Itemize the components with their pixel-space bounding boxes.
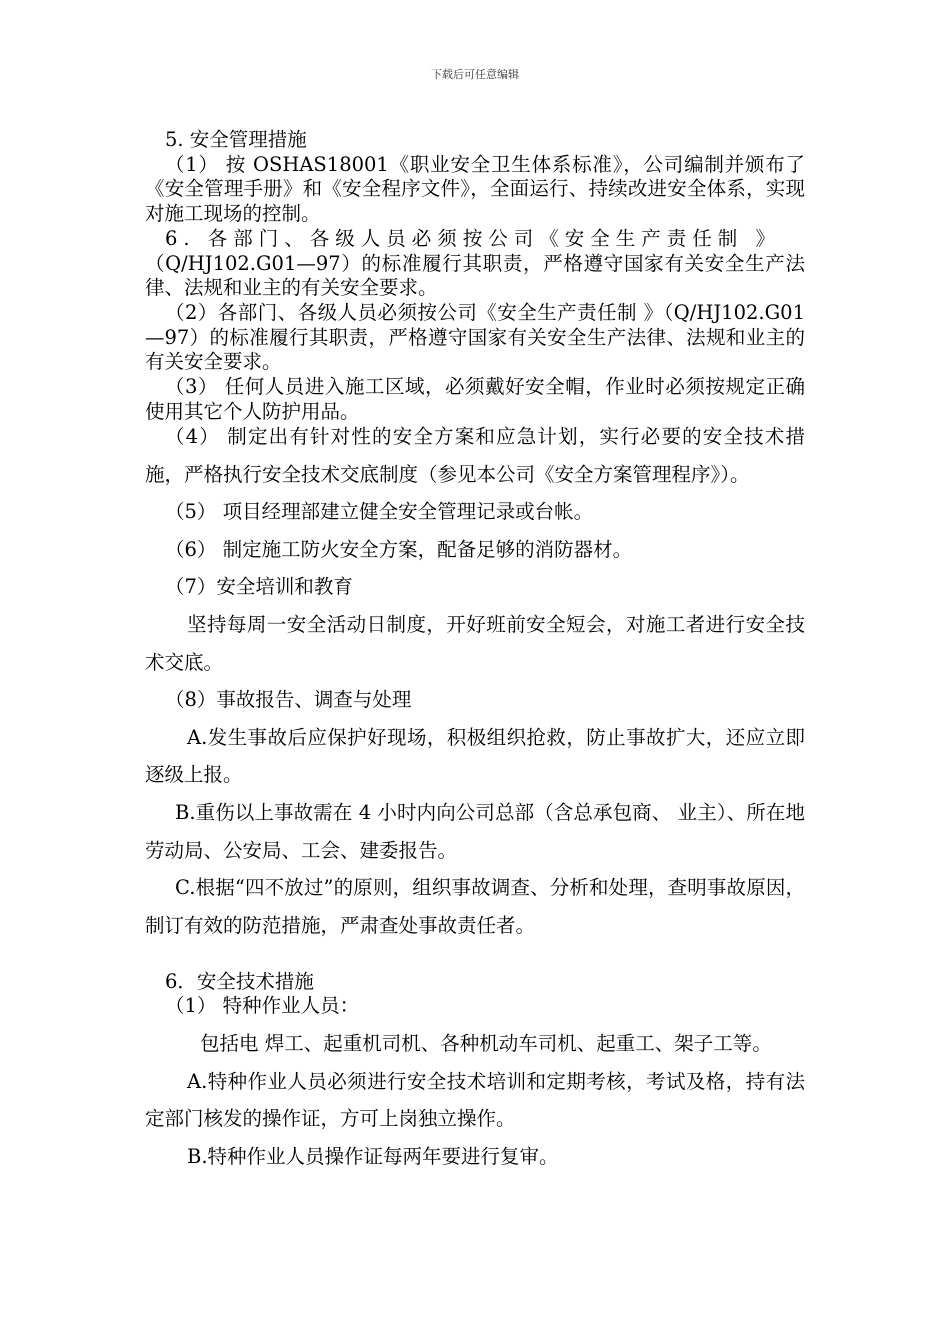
page-header: 下载后可任意编辑 xyxy=(431,68,519,81)
paragraph-5-8-b: B.重伤以上事故需在 4 小时内向公司总部（含总承包商、 业主）、所在地劳动局、公安局、工会、建委报告。 xyxy=(145,800,805,862)
section-5-top xyxy=(145,128,805,424)
paragraph-duplicate-heading: 6. 各部门、各级人员必须按公司《安全生产责任制 》 xyxy=(165,226,782,250)
paragraph-5-5: （5） 项目经理部建立健全安全管理记录或台帐。 xyxy=(165,500,594,524)
paragraph-5-4: （4） 制定出有针对性的安全方案和应急计划，实行必要的安全技术措施，严格执行安全技术交底制度（参见本公司《安全方案管理程序》）。 xyxy=(145,425,805,486)
paragraph-6-1-b: B.特种作业人员操作证每两年要进行复审。 xyxy=(187,1144,559,1168)
section-5-bottom xyxy=(145,418,805,944)
paragraph-5-8-a: A.发生事故后应保护好现场，积极组织抢救，防止事故扩大，还应立即逐级上报。 xyxy=(145,725,805,787)
section-6-top xyxy=(145,970,805,1018)
paragraph-6-1-a: A.特种作业人员必须进行安全技术培训和定期考核，考试及格，持有法定部门核发的操作证，方可上岗独立操作。 xyxy=(145,1069,805,1130)
section-5-title: 5. 安全管理措施 xyxy=(165,128,307,151)
paragraph-6-1-body: 包括电 焊工、起重机司机、各种机动车司机、起重工、架子工等。 xyxy=(200,1032,772,1055)
paragraph-5-8-c: C.根据“四不放过”的原则，组织事故调查、分析和处理，查明事故原因，制订有效的防范措施，严肃查处事故责任者。 xyxy=(145,876,805,937)
paragraph-5-2: （2）各部门、各级人员必须按公司《安全生产责任制 》（Q/HJ102.G01—97）的标准履行其职责，严格遵守国家有关安全生产法律、法规和业主的有关安全要求。 xyxy=(145,300,805,374)
section-6-bottom xyxy=(145,1025,805,1175)
paragraph-5-7-body: 坚持每周一安全活动日制度，开好班前安全短会，对施工者进行安全技术交底。 xyxy=(145,612,805,674)
paragraph-5-7-heading: （7）安全培训和教育 xyxy=(165,575,353,599)
paragraph-5-8-heading: （8）事故报告、调查与处理 xyxy=(165,688,412,712)
paragraph-5-1: （1） 按 OSHAS18001《职业安全卫生体系标准》，公司编制并颁布了《安全管理手册》和《安全程序文件》，全面运行、持续改进安全体系，实现对施工现场的控制。 xyxy=(145,152,805,226)
paragraph-6-1-heading: （1） 特种作业人员： xyxy=(165,994,360,1017)
paragraph-duplicate-body: （Q/HJ102.G01—97）的标准履行其职责，严格遵守国家有关安全生产法律、法规和业主的有关安全要求。 xyxy=(145,251,805,300)
paragraph-5-3: （3） 任何人员进入施工区域，必须戴好安全帽，作业时必须按规定正确使用其它个人防护用品。 xyxy=(145,375,805,423)
paragraph-5-6: （6） 制定施工防火安全方案，配备足够的消防器材。 xyxy=(165,537,633,561)
section-6-title: 6．安全技术措施 xyxy=(165,970,314,993)
